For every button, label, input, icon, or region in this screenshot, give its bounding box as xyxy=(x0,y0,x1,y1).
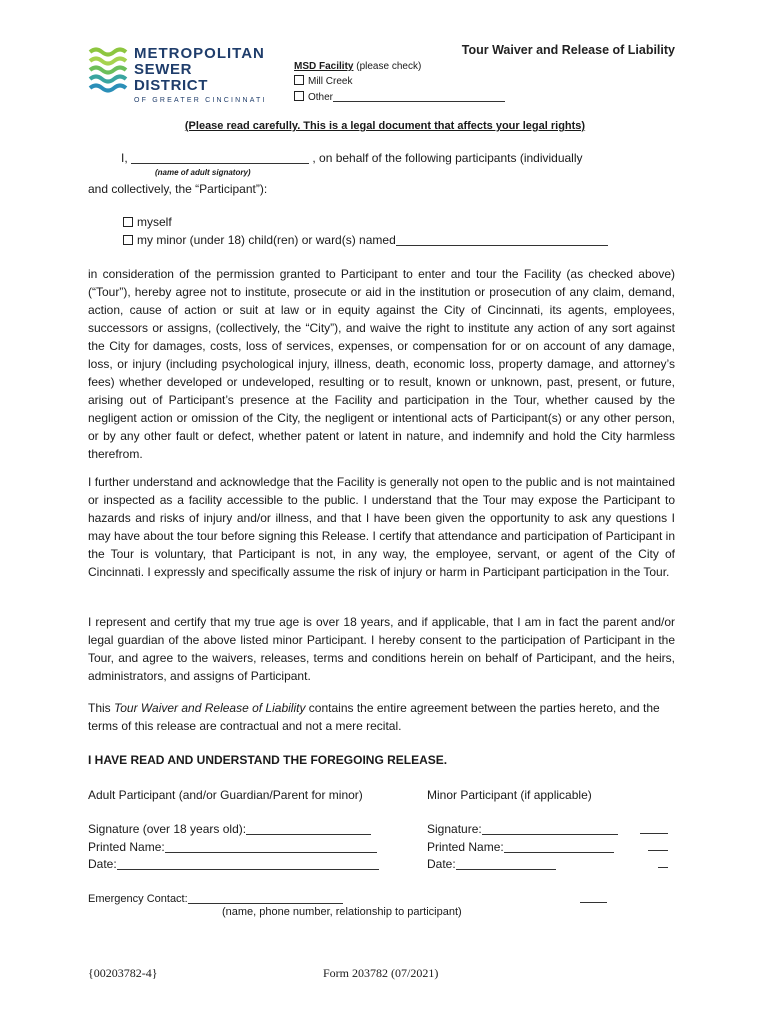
p4-suffix: contains the entire agreement between the parties hereto, and the terms of this release are contractual and not a mere recital. xyxy=(88,701,660,733)
signatory-name-field[interactable] xyxy=(131,151,309,164)
emergency-hint: (name, phone number, relationship to participant) xyxy=(222,906,462,918)
msd-logo xyxy=(88,44,268,104)
adult-printed-name-field[interactable] xyxy=(165,840,377,853)
facility-option-mill-creek xyxy=(294,74,505,89)
minor-names-field[interactable] xyxy=(396,233,608,246)
facility-option-other xyxy=(294,89,505,105)
facility-hint: (please check) xyxy=(356,61,422,72)
minor-signature-row xyxy=(427,821,618,838)
logo-text xyxy=(134,46,268,106)
option-myself xyxy=(123,213,172,231)
other-facility-field[interactable] xyxy=(333,89,505,102)
facility-label: MSD Facility xyxy=(294,61,354,72)
adult-participant-heading: Adult Participant (and/or Guardian/Parent for minor) xyxy=(88,788,363,802)
adult-signature-row xyxy=(88,821,371,838)
intro-suffix: , on behalf of the following participants (individually xyxy=(312,151,583,165)
minor-date-label: Date: xyxy=(427,857,456,871)
logo-line-3: OF GREATER CINCINNATI xyxy=(134,97,267,104)
intro-line xyxy=(121,149,583,167)
minor-printed-field-end xyxy=(648,850,668,851)
adult-date-row xyxy=(88,856,379,873)
emergency-label-b: Contact: xyxy=(146,893,188,905)
option-label: my minor (under 18) child(ren) or ward(s) named xyxy=(137,233,396,247)
minor-printed-name-label: Printed Name: xyxy=(427,840,504,854)
adult-printed-name-row xyxy=(88,839,377,856)
adult-date-label: Date: xyxy=(88,857,117,871)
emergency-label-a: Emergency xyxy=(88,893,144,905)
footer-form-number: Form 203782 (07/2021) xyxy=(323,966,439,980)
adult-signature-label: Signature (over 18 years old): xyxy=(88,822,247,836)
logo-line-1: METROPOLITAN xyxy=(134,45,265,62)
legal-notice: (Please read carefully. This is a legal document that affects your legal rights) xyxy=(184,120,586,132)
emergency-contact-field[interactable] xyxy=(188,891,343,904)
checkbox[interactable] xyxy=(123,235,133,245)
option-label: Mill Creek xyxy=(308,76,353,87)
option-minor xyxy=(123,231,608,249)
minor-printed-name-field[interactable] xyxy=(504,840,614,853)
minor-date-field[interactable] xyxy=(456,857,556,870)
p4-prefix: This xyxy=(88,701,111,715)
logo-waves-icon xyxy=(88,44,128,96)
minor-signature-field[interactable] xyxy=(482,822,618,835)
facility-selection xyxy=(294,59,505,105)
acknowledgement: I HAVE READ AND UNDERSTAND THE FOREGOING RELEASE. xyxy=(88,753,448,767)
adult-printed-name-label: Printed Name: xyxy=(88,840,165,854)
document-title: Tour Waiver and Release of Liability xyxy=(461,43,675,57)
p4-document-name: Tour Waiver and Release of Liability xyxy=(114,701,306,715)
minor-date-row xyxy=(427,856,556,873)
footer-doc-id: {00203782-4} xyxy=(88,966,158,980)
option-label: myself xyxy=(137,215,172,229)
minor-date-field-end xyxy=(658,867,668,868)
signatory-note: (name of adult signatory) xyxy=(155,168,251,177)
logo-line-2: SEWER DISTRICT xyxy=(134,61,208,94)
minor-signature-label: Signature: xyxy=(427,822,482,836)
emergency-field-end xyxy=(580,902,607,903)
adult-signature-field[interactable] xyxy=(246,822,371,835)
release-paragraph-1: in consideration of the permission granted to Participant to enter and tour the Facility (as checked above) (“Tour”), hereby agree not to institute, prosecute or aid in the institution or prosecution of any claim, demand, action, cause of action or suit at law or in equity against the City of Cincinnati, its agents, employees, successors or assigns, (collectively, the “City”), and waive the right to institute any action of any sort against the City for damages, costs, loss of services, expenses, or compensation for or on account of any damage, loss, or injury (including psychological injury, illness, death, economic loss, property damage, and attorney’s fees) whether developed or undeveloped, resulting or to result, known or unknown, past, present, or future, arising out of Participant’s presence at the Facility and participation in the Tour, whether caused by the negligent action or omission of the City, the negligent or intentional acts of Participant(s) or any other person, or by any other fault or defect, whether patent or latent in nature, and indemnify and hold the City harmless therefrom. xyxy=(88,267,675,461)
checkbox[interactable] xyxy=(123,217,133,227)
checkbox[interactable] xyxy=(294,75,304,85)
release-paragraph-3: I represent and certify that my true age is over 18 years, and if applicable, that I am in fact the parent and/or legal guardian of the above listed minor Participant. I hereby consent to the participation of Participant in the Tour, and agree to the waivers, releases, terms and conditions herein on behalf of Participant, and the heirs, administrators, and assigns of Participant. xyxy=(88,615,675,683)
intro-prefix: I, xyxy=(121,151,128,165)
checkbox[interactable] xyxy=(294,91,304,101)
release-paragraph-4 xyxy=(88,699,678,735)
option-label: Other xyxy=(308,92,334,103)
adult-date-field[interactable] xyxy=(117,857,379,870)
minor-participant-heading: Minor Participant (if applicable) xyxy=(427,788,592,802)
minor-signature-field-end xyxy=(640,833,668,834)
release-paragraph-2: I further understand and acknowledge that the Facility is generally not open to the public and is not maintained or inspected as a facility accessible to the public. I understand that the Tour may expose the Participant to hazards and risks of injury and/or illness, and that I have been given the opportunity to ask any questions I may have about the tour before signing this Release. I certify that attendance and participation of Participant in the Tour is voluntary, that Participant is not, in any way, the employee, servant, or agent of the City of Cincinnati. I expressly and specifically assume the risk of injury or harm in Participant participation in the Tour. xyxy=(88,475,675,579)
minor-printed-name-row xyxy=(427,839,614,856)
facility-heading xyxy=(294,59,505,74)
intro-continuation: and collectively, the “Participant”): xyxy=(88,182,268,196)
emergency-contact-row xyxy=(88,891,343,905)
